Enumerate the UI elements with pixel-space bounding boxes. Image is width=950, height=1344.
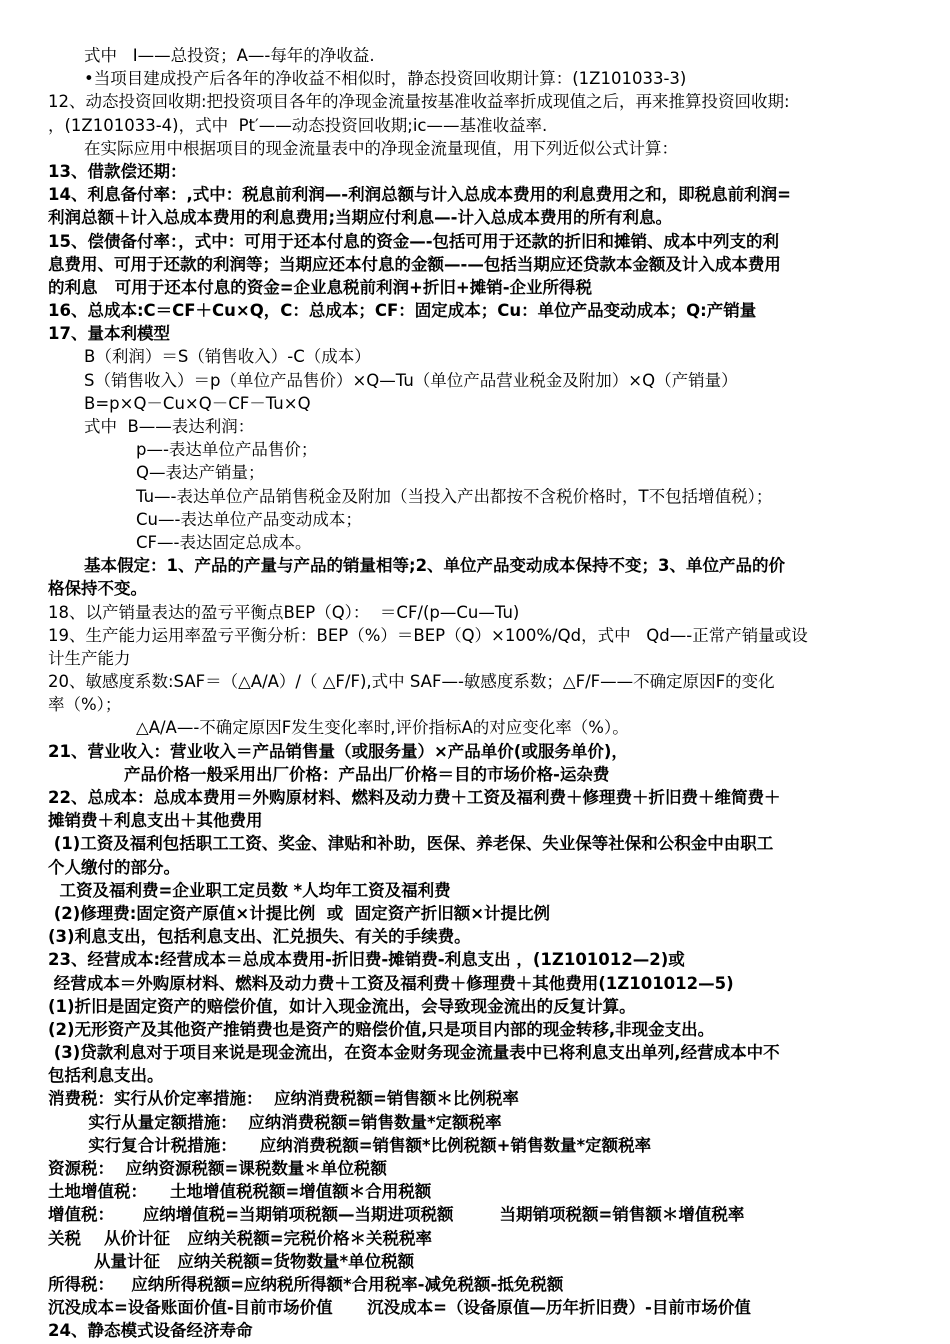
- text-line: 14、利息备付率：,式中：税息前利润—-利润总额与计入总成本费用的利息费用之和，即税息前利润=: [48, 185, 791, 205]
- text-line: 在实际应用中根据项目的现金流量表中的净现金流量现值，用下列近似公式计算：: [84, 138, 678, 158]
- text-line: 20、敏感度系数:SAF＝（△A/A）/（ △F/F),式中 SAF—-敏感度系数；△F/F——不确定原因F的变化: [48, 672, 775, 692]
- text-line: 基本假定：1、产品的产量与产品的销量相等;2、单位产品变动成本保持不变；3、单位产品的价: [84, 556, 786, 576]
- text-line: 沉没成本=设备账面价值-目前市场价值 沉没成本=（设备原值—历年折旧费）-目前市场价值: [48, 1298, 751, 1318]
- text-line: 13、借款偿还期：: [48, 161, 187, 181]
- text-line: (3)利息支出，包括利息支出、汇兑损失、有关的手续费。: [48, 927, 471, 947]
- text-line: 利润总额＋计入总成本费用的利息费用;当期应付利息—-计入总成本费用的所有利息。: [48, 208, 672, 228]
- text-line: 19、生产能力运用率盈亏平衡分析：BEP（%）＝BEP（Q）×100%/Qd，式中 Qd—-正常产销量或设: [48, 625, 808, 645]
- text-line: 土地增值税： 土地增值税税额=增值额＊合用税额: [48, 1182, 432, 1202]
- text-line: (2)修理费:固定资产原值×计提比例 或 固定资产折旧额×计提比例: [48, 903, 551, 923]
- text-line: 所得税： 应纳所得税额=应纳税所得额*合用税率-减免税额-抵免税额: [48, 1274, 564, 1294]
- text-line: 增值税： 应纳增值税=当期销项税额—当期进项税额 当期销项税额=销售额＊增值税率: [48, 1205, 745, 1225]
- text-line: (1)工资及福利包括职工工资、奖金、津贴和补助，医保、养老保、失业保等社保和公积金中由职工: [48, 834, 774, 854]
- text-line: 17、量本利模型: [48, 324, 170, 344]
- text-line: 工资及福利费=企业职工定员数 *人均年工资及福利费: [48, 880, 451, 900]
- text-line: p—-表达单位产品售价；: [136, 440, 318, 460]
- text-line: 15、偿债备付率：，式中：可用于还本付息的资金—-包括可用于还款的折旧和摊销、成本中列支的利: [48, 231, 780, 251]
- text-line: •当项目建成投产后各年的净收益不相似时，静态投资回收期计算：(1Z101033-3): [84, 69, 687, 89]
- text-line: Q—表达产销量；: [136, 463, 265, 483]
- text-line: 式中 B——表达利润：: [84, 417, 255, 436]
- text-line: 资源税： 应纳资源税额=课税数量＊单位税额: [48, 1159, 387, 1178]
- text-line: 包括利息支出。: [48, 1066, 164, 1086]
- text-line: CF—-表达固定总成本。: [136, 532, 312, 552]
- text-line: B=p×Q－Cu×Q－CF－Tu×Q: [84, 393, 311, 413]
- text-line: 率（%）；: [48, 695, 122, 715]
- text-line: 关税 从价计征 应纳关税额=完税价格＊关税税率: [48, 1228, 433, 1248]
- text-line: 21、营业收入：营业收入＝产品销售量（或服务量）×产品单价(或服务单价)，: [48, 741, 628, 761]
- text-line: 的利息 可用于还本付息的资金=企业息税前利润+折旧+摊销-企业所得税: [48, 277, 593, 297]
- text-line: 22、总成本：总成本费用＝外购原材料、燃料及动力费＋工资及福利费＋修理费＋折旧费＋维简费＋: [48, 788, 781, 807]
- text-line: 18、以产销量表达的盈亏平衡点BEP（Q）： ＝CF/(p—Cu—Tu): [48, 602, 520, 622]
- text-line: Tu—-表达单位产品销售税金及附加（当投入产出都按不含税价格时，T不包括增值税）；: [136, 486, 773, 506]
- text-line: 16、总成本:C＝CF＋Cu×Q，C：总成本；CF：固定成本；Cu：单位产品变动成本；Q:产销量: [48, 301, 757, 321]
- text-line: 格保持不变。: [48, 579, 147, 599]
- text-line: 23、经营成本:经营成本＝总成本费用-折旧费-摊销费-利息支出 ，(1Z101012—2)或: [48, 950, 685, 970]
- text-line: 实行复合计税措施： 应纳消费税额=销售额*比例税额+销售数量*定额税率: [48, 1135, 652, 1155]
- text-line: 息费用、可用于还款的利润等；当期应还本付息的金额—-—包括当期应还贷款本金额及计入成本费用: [48, 254, 781, 274]
- text-line: 产品价格一般采用出厂价格：产品出厂价格＝目的市场价格-运杂费: [124, 764, 610, 784]
- text-line: 式中 I——总投资；A—-每年的净收益.: [84, 46, 375, 65]
- document-body: [48, 44, 910, 1343]
- text-line: S（销售收入）＝p（单位产品售价）×Q—Tu（单位产品营业税金及附加）×Q（产销量）: [84, 370, 738, 390]
- text-line: 个人缴付的部分。: [48, 857, 180, 877]
- text-line: △A/A—-不确定原因F发生变化率时,评价指标A的对应变化率（%）。: [136, 718, 629, 738]
- text-line: 摊销费＋利息支出＋其他费用: [48, 811, 263, 831]
- text-line: Cu—-表达单位产品变动成本；: [136, 509, 362, 529]
- text-line: 24、静态模式设备经济寿命: [48, 1321, 253, 1341]
- text-line: (2)无形资产及其他资产推销费也是资产的赔偿价值,只是项目内部的现金转移,非现金支出。: [48, 1019, 715, 1039]
- text-line: 实行从量定额措施： 应纳消费税额=销售数量*定额税率: [48, 1112, 502, 1132]
- text-line: B（利润）＝S（销售收入）-C（成本）: [84, 347, 371, 367]
- text-line: 从量计征 应纳关税额=货物数量*单位税额: [48, 1251, 415, 1271]
- text-line: (1)折旧是固定资产的赔偿价值，如计入现金流出，会导致现金流出的反复计算。: [48, 996, 636, 1016]
- text-line: ，(1Z101033-4)，式中 Pt′——动态投资回收期;ic——基准收益率.: [48, 115, 548, 135]
- text-line: 12、动态投资回收期:把投资项目各年的净现金流量按基准收益率折成现值之后，再来推算投资回收期:: [48, 92, 790, 112]
- text-line: 计生产能力: [48, 648, 131, 668]
- text-line: 消费税：实行从价定率措施： 应纳消费税额=销售额＊比例税率: [48, 1089, 519, 1109]
- text-line: 经营成本＝外购原材料、燃料及动力费＋工资及福利费＋修理费＋其他费用(1Z101012—5): [48, 973, 734, 993]
- text-line: (3)贷款利息对于项目来说是现金流出，在资本金财务现金流量表中已将利息支出单列,经营成本中不: [48, 1043, 780, 1063]
